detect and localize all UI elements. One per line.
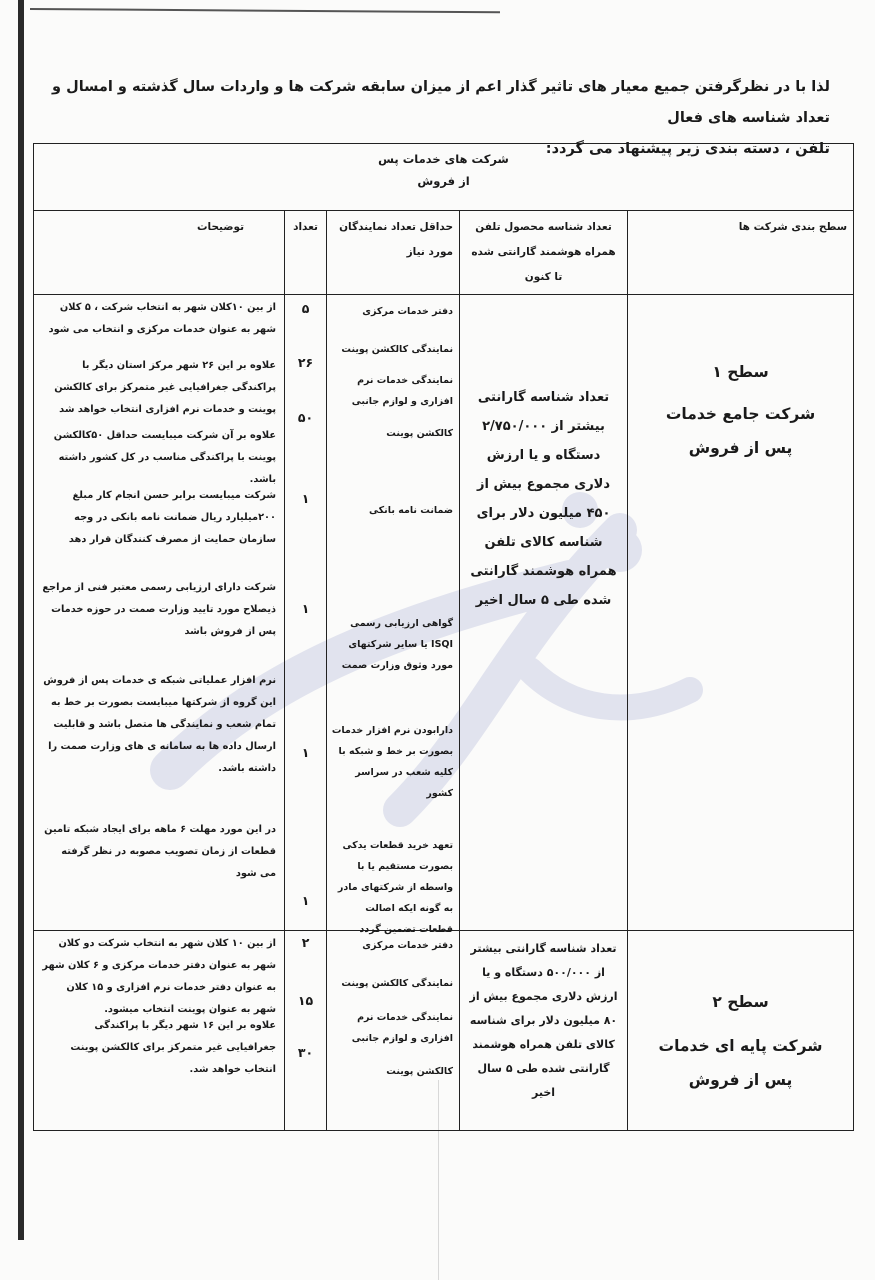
level-1-cell [628,295,854,931]
requirements-cell [327,931,460,1131]
criteria-cell: تعداد شناسه گارانتی بیشتر از ۵۰۰/۰۰۰ دستگاه و یا ارزش دلاری مجموع بیش از ۸۰ میلیون دلار برای شناسه کالای تلفن همراه هوشمند گارانتی شده طی ۵ سال اخیر [460,931,628,1131]
requirement-item: گواهی ارزیابی رسمی ISQI یا سایر شرکتهای مورد وثوق وزارت صمت [341,618,454,671]
count-value: ۳۰ [297,1045,314,1060]
note-item: از بین ۱۰کلان شهر به انتخاب شرکت ، ۵ کلان شهر به عنوان خدمات مرکزی و انتخاب می شود [48,302,277,335]
requirement-item: دفتر خدمات مرکزی [362,940,454,951]
level-name: شرکت پایه ای خدمات پس از فروش [658,1036,823,1089]
count-value: ۱ [301,601,310,616]
count-value: ۲۶ [297,355,314,370]
notes-cell [34,295,285,931]
note-item: نرم افزار عملیاتی شبکه ی خدمات پس از فروش این گروه از شرکتها میبایست بصورت بر خط به تمام شعب و نمایندگی ها متصل باشد و قابلیت ارسال داده ها به سامانه ی های وزارت صمت را داشته باشد. [43,675,277,774]
criteria-cell: تعداد شناسه گارانتی بیشتر از ۲/۷۵۰/۰۰۰ دستگاه و یا ارزش دلاری مجموع بیش از ۴۵۰ میلیون دلار برای شناسه کالای تلفن همراه هوشمند گارانتی شده طی ۵ سال اخیر [460,295,628,931]
note-item: شرکت دارای ارزیابی رسمی معتبر فنی از مراجع ذیصلاح مورد تایید وزارت صمت در حوزه خدمات پس از فروش باشد [42,582,277,637]
requirement-item: تعهد خرید قطعات یدکی بصورت مستقیم یا با واسطه از شرکتهای مادر به گونه ایکه اصالت قطعات تضمین گردد [337,840,454,935]
level-label: سطح ۲ [712,992,769,1011]
note-item: علاوه بر آن شرکت میبایست حداقل ۵۰کالکشن پوینت با پراکندگی مناسب در کل کشور داشته باشد. [53,430,277,485]
requirement-item: نمایندگی کالکشن پوینت [341,344,454,355]
count-cell [285,931,327,1131]
requirements-cell [327,295,460,935]
level-label: سطح ۱ [712,363,769,381]
table-caption-row [34,144,854,211]
count-value: ۵۰ [297,410,314,425]
requirement-item: دارابودن نرم افزار خدمات بصورت بر خط و شبکه با کلیه شعب در سراسر کشور [331,725,454,799]
requirement-item: کالکشن پوینت [386,1066,454,1077]
requirement-item: دفتر خدمات مرکزی [362,306,454,317]
count-value: ۱۵ [297,993,314,1008]
table-row-level-2 [34,931,854,1131]
notes-cell [34,931,285,1131]
requirement-item: نمایندگی خدمات نرم افزاری و لوازم جانبی [351,1012,454,1044]
header-level: سطح بندی شرکت ها [628,211,854,295]
level-name: شرکت جامع خدمات پس از فروش [665,405,816,457]
intro-line-1: لذا با در نظرگرفتن جمیع معیار های تاثیر گذار اعم از میزان سابقه شرکت ها و واردات سال گذشته و امسال و تعداد شناسه های فعال [52,79,830,126]
note-item: علاوه بر این ۱۶ شهر دیگر با پراکندگی جغرافیایی غیر متمرکز برای کالکشن پوینت انتخاب خواهد شد. [70,1020,277,1075]
intro-line-2: تلفن ، دسته بندی زیر پیشنهاد می گردد: [545,141,830,157]
table-caption: شرکت های خدمات پس از فروش [34,144,854,211]
header-notes: توضیحات [34,211,285,295]
count-value: ۱ [301,491,310,506]
table-header-row [34,211,854,295]
header-count: تعداد [285,211,327,295]
level-2-cell [628,931,854,1131]
note-item: از بین ۱۰ کلان شهر به انتخاب شرکت دو کلان شهر به عنوان دفتر خدمات مرکزی و ۶ کلان شهر به عنوان دفتر خدمات نرم افزاری و ۱۵ کلان شهر به عنوان پوینت انتخاب میشود. [42,938,277,1015]
count-value: ۱ [301,893,310,908]
table-row-level-1 [34,295,854,931]
requirement-item: کالکشن پوینت [386,428,454,439]
scan-page-edge [18,0,24,1240]
count-value: ۲ [301,935,310,950]
header-criteria: تعداد شناسه محصول تلفن همراه هوشمند گارانتی شده تا کنون [460,211,628,295]
note-item: در این مورد مهلت ۶ ماهه برای ایجاد شبکه تامین قطعات از زمان تصویب مصوبه در نظر گرفته می شود [44,824,277,879]
requirement-item: ضمانت نامه بانکی [369,505,454,516]
count-value: ۵ [301,301,310,316]
count-value: ۱ [301,745,310,760]
requirement-item: نمایندگی خدمات نرم افزاری و لوازم جانبی [351,375,454,407]
note-item: علاوه بر این ۲۶ شهر مرکز استان دیگر با پراکندگی جغرافیایی غیر متمرکز برای کالکشن پوینت و خدمات نرم افزاری انتخاب خواهد شد [54,360,277,415]
note-item: شرکت میبایست برابر حسن انجام کار مبلغ ۲۰۰میلیارد ریال ضمانت نامه بانکی در وجه سازمان حمایت از مصرف کنندگان قرار دهد [68,490,277,545]
scan-top-edge [30,8,500,13]
count-cell [285,295,327,931]
requirement-item: نمایندگی کالکشن پوینت [341,978,454,989]
classification-table [33,143,854,1131]
header-min-reps: حداقل تعداد نمایندگان مورد نیاز [327,211,460,295]
